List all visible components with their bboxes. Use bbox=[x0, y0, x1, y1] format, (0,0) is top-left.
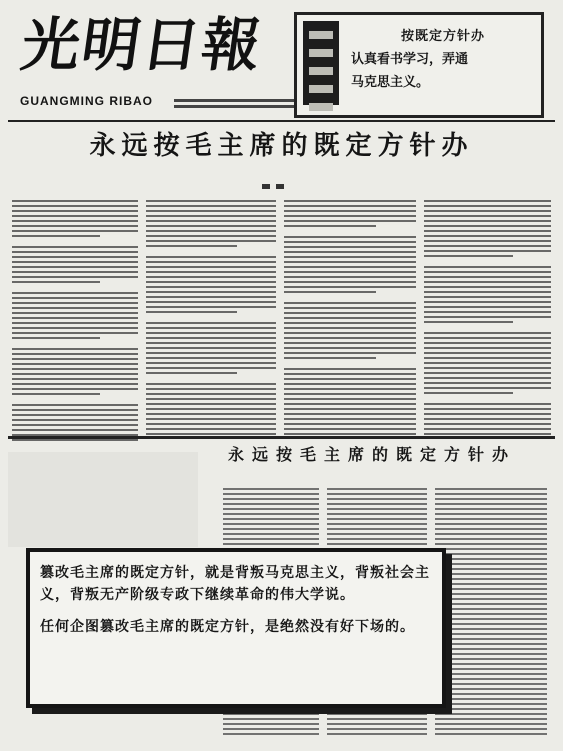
text-line bbox=[146, 261, 276, 263]
text-line bbox=[146, 301, 276, 303]
text-line bbox=[284, 383, 416, 385]
text-line bbox=[424, 291, 551, 293]
text-line bbox=[284, 347, 416, 349]
text-line bbox=[284, 236, 416, 238]
text-line bbox=[12, 256, 138, 258]
text-line bbox=[146, 271, 276, 273]
text-line bbox=[146, 205, 276, 207]
text-line bbox=[424, 296, 551, 298]
text-line bbox=[284, 246, 416, 248]
text-line bbox=[223, 538, 319, 540]
text-line bbox=[435, 613, 547, 615]
text-line bbox=[284, 225, 376, 227]
text-line bbox=[12, 353, 138, 355]
text-line bbox=[435, 658, 547, 660]
text-line bbox=[12, 307, 138, 309]
text-line bbox=[12, 409, 138, 411]
text-line bbox=[327, 523, 427, 525]
text-line bbox=[146, 281, 276, 283]
text-line bbox=[284, 302, 416, 304]
text-line bbox=[424, 433, 551, 435]
text-line bbox=[12, 419, 138, 421]
text-line bbox=[146, 291, 276, 293]
text-line bbox=[12, 388, 138, 390]
text-line bbox=[424, 245, 551, 247]
text-line bbox=[12, 404, 138, 406]
text-line bbox=[424, 377, 551, 379]
callout-paragraph-1: 篡改毛主席的既定方针，就是背叛马克思主义，背叛社会主义，背叛无产阶级专政下继续革命的伟大学说。 bbox=[40, 565, 430, 603]
text-line bbox=[435, 653, 547, 655]
text-line bbox=[435, 548, 547, 550]
text-line bbox=[424, 225, 551, 227]
text-line bbox=[12, 215, 138, 217]
text-line bbox=[146, 332, 276, 334]
text-line bbox=[12, 292, 138, 294]
text-line bbox=[146, 296, 276, 298]
text-line bbox=[12, 429, 138, 431]
text-line bbox=[223, 713, 319, 715]
text-line bbox=[284, 205, 416, 207]
text-line bbox=[223, 723, 319, 725]
text-line bbox=[223, 733, 319, 735]
text-line bbox=[435, 673, 547, 675]
text-line bbox=[284, 241, 416, 243]
text-line bbox=[284, 332, 416, 334]
text-line bbox=[284, 210, 416, 212]
text-line bbox=[435, 663, 547, 665]
text-line bbox=[12, 337, 100, 339]
text-line bbox=[146, 433, 276, 435]
text-line bbox=[284, 433, 416, 435]
text-line bbox=[435, 538, 547, 540]
text-line bbox=[424, 316, 551, 318]
text-line bbox=[284, 317, 416, 319]
continuation-headline: 永远按毛主席的既定方针办 bbox=[228, 445, 517, 464]
text-line bbox=[424, 301, 551, 303]
text-line bbox=[284, 418, 416, 420]
text-line bbox=[146, 413, 276, 415]
text-line bbox=[12, 205, 138, 207]
text-line bbox=[12, 393, 100, 395]
text-line bbox=[146, 352, 276, 354]
text-line bbox=[223, 518, 319, 520]
quote-line-1: 按既定方针办 bbox=[400, 29, 485, 44]
text-line bbox=[223, 523, 319, 525]
text-line bbox=[284, 251, 416, 253]
text-line bbox=[435, 668, 547, 670]
text-line bbox=[12, 424, 138, 426]
text-line bbox=[284, 327, 416, 329]
text-line bbox=[146, 383, 276, 385]
text-line bbox=[12, 383, 138, 385]
text-line bbox=[424, 205, 551, 207]
text-line bbox=[327, 733, 427, 735]
text-line bbox=[223, 493, 319, 495]
text-line bbox=[146, 393, 276, 395]
text-line bbox=[12, 414, 138, 416]
text-line bbox=[424, 210, 551, 212]
text-line bbox=[327, 723, 427, 725]
text-line bbox=[146, 342, 276, 344]
text-line bbox=[12, 261, 138, 263]
text-line bbox=[435, 623, 547, 625]
text-line bbox=[424, 281, 551, 283]
text-line bbox=[223, 528, 319, 530]
text-line bbox=[12, 312, 138, 314]
text-line bbox=[435, 553, 547, 555]
text-line bbox=[146, 327, 276, 329]
text-line bbox=[435, 733, 547, 735]
text-line bbox=[284, 256, 416, 258]
text-line bbox=[435, 608, 547, 610]
article-column-4 bbox=[424, 200, 551, 435]
text-line bbox=[284, 408, 416, 410]
text-line bbox=[435, 493, 547, 495]
text-line bbox=[284, 378, 416, 380]
text-line bbox=[146, 372, 237, 374]
text-line bbox=[146, 276, 276, 278]
text-line bbox=[435, 508, 547, 510]
text-line bbox=[435, 703, 547, 705]
text-line bbox=[435, 588, 547, 590]
article-column-3 bbox=[284, 200, 416, 435]
text-line bbox=[12, 358, 138, 360]
text-line bbox=[146, 286, 276, 288]
text-line bbox=[146, 423, 276, 425]
text-line bbox=[12, 230, 138, 232]
text-line bbox=[284, 215, 416, 217]
text-line bbox=[284, 307, 416, 309]
text-line bbox=[284, 368, 416, 370]
text-line bbox=[284, 312, 416, 314]
blank-area bbox=[8, 452, 198, 547]
text-line bbox=[435, 503, 547, 505]
text-line bbox=[284, 342, 416, 344]
newspaper-romanized-title: GUANGMING RIBAO bbox=[20, 94, 153, 108]
text-line bbox=[435, 518, 547, 520]
article-headline: 永远按毛主席的既定方针办 bbox=[89, 131, 474, 161]
text-line bbox=[12, 322, 138, 324]
text-line bbox=[435, 563, 547, 565]
text-line bbox=[327, 718, 427, 720]
text-line bbox=[12, 439, 138, 441]
text-line bbox=[284, 271, 416, 273]
text-line bbox=[146, 357, 276, 359]
text-line bbox=[424, 255, 513, 257]
text-line bbox=[435, 618, 547, 620]
text-line bbox=[327, 713, 427, 715]
text-line bbox=[435, 688, 547, 690]
text-line bbox=[146, 306, 276, 308]
text-line bbox=[424, 276, 551, 278]
article-column-1 bbox=[12, 200, 138, 435]
text-line bbox=[424, 372, 551, 374]
text-line bbox=[327, 518, 427, 520]
text-line bbox=[327, 533, 427, 535]
text-line bbox=[327, 513, 427, 515]
text-line bbox=[327, 508, 427, 510]
text-line bbox=[435, 628, 547, 630]
text-line bbox=[12, 281, 100, 283]
text-line bbox=[424, 362, 551, 364]
issue-info-block bbox=[174, 96, 294, 112]
newspaper-title: 光明日報 bbox=[17, 11, 267, 79]
text-line bbox=[284, 281, 416, 283]
text-line bbox=[424, 321, 513, 323]
text-line bbox=[284, 393, 416, 395]
text-line bbox=[424, 240, 551, 242]
text-line bbox=[146, 322, 276, 324]
text-line bbox=[435, 683, 547, 685]
text-line bbox=[146, 337, 276, 339]
text-line bbox=[223, 728, 319, 730]
text-line bbox=[146, 367, 276, 369]
text-line bbox=[146, 311, 237, 313]
text-line bbox=[435, 718, 547, 720]
article-body bbox=[12, 200, 551, 435]
text-line bbox=[424, 200, 551, 202]
text-line bbox=[424, 337, 551, 339]
text-line bbox=[435, 558, 547, 560]
text-line bbox=[12, 235, 100, 237]
text-line bbox=[435, 728, 547, 730]
text-line bbox=[223, 503, 319, 505]
text-line bbox=[12, 297, 138, 299]
text-line bbox=[12, 327, 138, 329]
text-line bbox=[284, 322, 416, 324]
text-line bbox=[424, 215, 551, 217]
text-line bbox=[424, 352, 551, 354]
text-line bbox=[146, 230, 276, 232]
continuation-column-3 bbox=[435, 488, 547, 743]
text-line bbox=[12, 210, 138, 212]
text-line bbox=[435, 533, 547, 535]
text-line bbox=[424, 271, 551, 273]
text-line bbox=[284, 220, 416, 222]
text-line bbox=[284, 200, 416, 202]
quote-text bbox=[351, 25, 535, 94]
text-line bbox=[424, 342, 551, 344]
text-line bbox=[435, 598, 547, 600]
text-line bbox=[146, 408, 276, 410]
text-line bbox=[12, 220, 138, 222]
text-line bbox=[424, 235, 551, 237]
text-line bbox=[284, 337, 416, 339]
text-line bbox=[223, 543, 319, 545]
text-line bbox=[12, 378, 138, 380]
text-line bbox=[424, 266, 551, 268]
text-line bbox=[327, 503, 427, 505]
text-line bbox=[435, 498, 547, 500]
text-line bbox=[12, 332, 138, 334]
highlighted-quote-callout bbox=[26, 548, 446, 708]
text-line bbox=[284, 286, 416, 288]
text-line bbox=[327, 498, 427, 500]
text-line bbox=[424, 357, 551, 359]
text-line bbox=[223, 498, 319, 500]
text-line bbox=[435, 568, 547, 570]
text-line bbox=[435, 713, 547, 715]
text-line bbox=[284, 373, 416, 375]
text-line bbox=[12, 348, 138, 350]
text-line bbox=[284, 276, 416, 278]
text-line bbox=[223, 508, 319, 510]
text-line bbox=[12, 266, 138, 268]
text-line bbox=[146, 398, 276, 400]
text-line bbox=[146, 210, 276, 212]
text-line bbox=[223, 533, 319, 535]
text-line bbox=[424, 220, 551, 222]
text-line bbox=[424, 382, 551, 384]
text-line bbox=[424, 230, 551, 232]
text-line bbox=[327, 528, 427, 530]
quote-line-3: 马克思主义。 bbox=[351, 75, 430, 90]
text-line bbox=[284, 403, 416, 405]
text-line bbox=[146, 403, 276, 405]
masthead bbox=[14, 6, 290, 116]
text-line bbox=[327, 538, 427, 540]
text-line bbox=[12, 373, 138, 375]
text-line bbox=[424, 250, 551, 252]
text-line bbox=[327, 493, 427, 495]
text-line bbox=[424, 413, 551, 415]
text-line bbox=[435, 708, 547, 710]
text-line bbox=[284, 261, 416, 263]
text-line bbox=[12, 363, 138, 365]
text-line bbox=[424, 428, 551, 430]
text-line bbox=[146, 266, 276, 268]
article-byline bbox=[262, 174, 302, 180]
quote-box bbox=[294, 12, 544, 118]
text-line bbox=[12, 251, 138, 253]
quote-line-2: 认真看书学习，弄通 bbox=[351, 52, 469, 67]
text-line bbox=[424, 387, 551, 389]
section-divider bbox=[8, 436, 555, 439]
text-line bbox=[424, 423, 551, 425]
text-line bbox=[284, 398, 416, 400]
text-line bbox=[435, 693, 547, 695]
text-line bbox=[327, 543, 427, 545]
text-line bbox=[146, 428, 276, 430]
text-line bbox=[435, 638, 547, 640]
text-line bbox=[435, 528, 547, 530]
quote-emblem-icon bbox=[303, 21, 339, 105]
text-line bbox=[146, 388, 276, 390]
text-line bbox=[12, 302, 138, 304]
text-line bbox=[146, 215, 276, 217]
text-line bbox=[424, 403, 551, 405]
callout-paragraph-2: 任何企图篡改毛主席的既定方针，是绝然没有好下场的。 bbox=[40, 619, 415, 635]
text-line bbox=[435, 523, 547, 525]
text-line bbox=[223, 708, 319, 710]
text-line bbox=[435, 723, 547, 725]
text-line bbox=[12, 225, 138, 227]
text-line bbox=[12, 271, 138, 273]
text-line bbox=[12, 276, 138, 278]
text-line bbox=[284, 388, 416, 390]
text-line bbox=[284, 352, 416, 354]
text-line bbox=[424, 367, 551, 369]
text-line bbox=[435, 603, 547, 605]
text-line bbox=[284, 428, 416, 430]
text-line bbox=[12, 200, 138, 202]
text-line bbox=[327, 708, 427, 710]
article-column-2 bbox=[146, 200, 276, 435]
text-line bbox=[435, 583, 547, 585]
text-line bbox=[146, 245, 237, 247]
text-line bbox=[223, 718, 319, 720]
text-line bbox=[223, 513, 319, 515]
text-line bbox=[146, 235, 276, 237]
text-line bbox=[146, 362, 276, 364]
text-line bbox=[435, 643, 547, 645]
text-line bbox=[424, 332, 551, 334]
text-line bbox=[424, 347, 551, 349]
text-line bbox=[327, 488, 427, 490]
text-line bbox=[223, 488, 319, 490]
masthead-divider bbox=[8, 120, 555, 122]
text-line bbox=[424, 408, 551, 410]
text-line bbox=[284, 291, 376, 293]
text-line bbox=[435, 488, 547, 490]
text-line bbox=[284, 357, 376, 359]
text-line bbox=[284, 413, 416, 415]
text-line bbox=[327, 728, 427, 730]
text-line bbox=[12, 317, 138, 319]
text-line bbox=[146, 256, 276, 258]
text-line bbox=[424, 306, 551, 308]
text-line bbox=[424, 418, 551, 420]
text-line bbox=[435, 648, 547, 650]
text-line bbox=[284, 266, 416, 268]
text-line bbox=[12, 368, 138, 370]
text-line bbox=[435, 578, 547, 580]
text-line bbox=[284, 423, 416, 425]
text-line bbox=[435, 678, 547, 680]
text-line bbox=[435, 573, 547, 575]
text-line bbox=[146, 240, 276, 242]
text-line bbox=[435, 593, 547, 595]
text-line bbox=[12, 246, 138, 248]
text-line bbox=[424, 311, 551, 313]
text-line bbox=[146, 225, 276, 227]
text-line bbox=[424, 392, 513, 394]
text-line bbox=[146, 347, 276, 349]
text-line bbox=[435, 513, 547, 515]
text-line bbox=[435, 698, 547, 700]
text-line bbox=[146, 418, 276, 420]
text-line bbox=[435, 633, 547, 635]
text-line bbox=[424, 286, 551, 288]
text-line bbox=[146, 220, 276, 222]
text-line bbox=[435, 543, 547, 545]
text-line bbox=[146, 200, 276, 202]
